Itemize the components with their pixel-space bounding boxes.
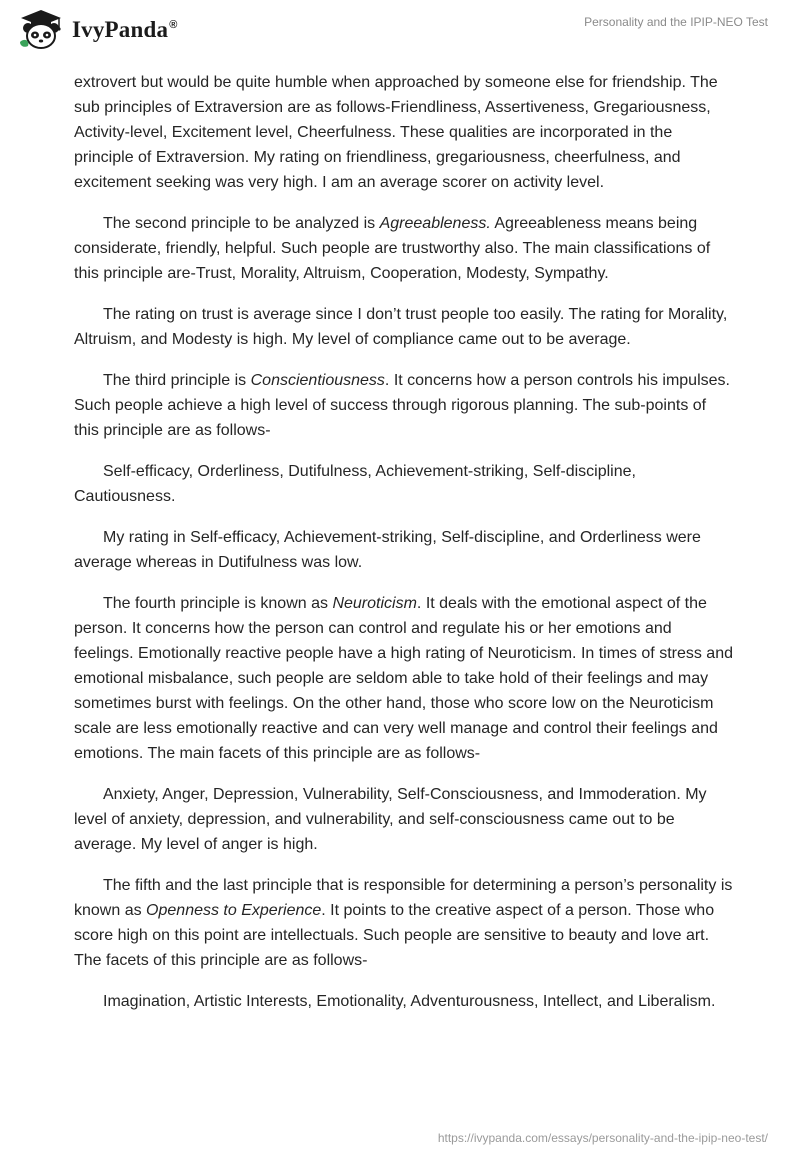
- paragraph-text: Self-efficacy, Orderliness, Dutifulness, Achievement-striking, Self-discipline, Cautiousness.: [74, 463, 636, 505]
- paragraph-text: Anxiety, Anger, Depression, Vulnerability, Self-Consciousness, and Immoderation. My level of anxiety, depression, and vulnerability, and self-consciousness came out to be average. My level of anger is high.: [74, 786, 707, 853]
- essay-paragraph: [74, 989, 734, 1014]
- essay-paragraph: [74, 782, 734, 857]
- document-title: Personality and the IPIP-NEO Test: [584, 15, 768, 29]
- paragraph-text: . It deals with the emotional aspect of the person. It concerns how the person can control and regulate his or her emotions and feelings. Emotionally reactive people have a high rating of Neuroticism. In times of stress and emotional misbalance, such people are seldom able to take hold of their feelings and may sometimes burst with feelings. On the other hand, those who score low on the Neuroticism scale are less emotionally reactive and can very well manage and control their feelings and emotions. The main facets of this principle are as follows-: [74, 595, 733, 762]
- paragraph-text: Imagination, Artistic Interests, Emotionality, Adventurousness, Intellect, and Liberalism.: [103, 993, 716, 1010]
- italic-term: Agreeableness.: [379, 215, 491, 232]
- essay-paragraph: [74, 302, 734, 352]
- page-header: [0, 0, 800, 64]
- italic-term: Conscientiousness: [250, 372, 385, 389]
- essay-paragraph: [74, 211, 734, 286]
- paragraph-text: The fourth principle is known as: [103, 595, 333, 612]
- italic-term: Openness to Experience: [146, 902, 322, 919]
- essay-paragraph: [74, 368, 734, 443]
- italic-term: Neuroticism: [332, 595, 417, 612]
- paragraph-text: My rating in Self-efficacy, Achievement-striking, Self-discipline, and Orderliness were average whereas in Dutifulness was low.: [74, 529, 701, 571]
- essay-paragraph: [74, 591, 734, 766]
- paragraph-text: Agreeableness means being considerate, friendly, helpful. Such people are trustworthy also. The main classifications of this principle are-Trust, Morality, Altruism, Cooperation, Modesty, Sympathy.: [74, 215, 711, 282]
- source-url-link[interactable]: https://ivypanda.com/essays/personality-and-the-ipip-neo-test/: [437, 1131, 768, 1145]
- paragraph-text: The second principle to be analyzed is: [103, 215, 380, 232]
- essay-paragraph: [74, 70, 734, 195]
- essay-body: [74, 70, 734, 1030]
- essay-paragraph: [74, 459, 734, 509]
- paragraph-text: The third principle is: [103, 372, 251, 389]
- essay-paragraph: [74, 873, 734, 973]
- brand-name: IvyPanda®: [72, 17, 178, 42]
- ivypanda-logo[interactable]: [16, 8, 178, 52]
- panda-icon: [16, 8, 66, 52]
- paragraph-text: . It concerns how a person controls his impulses. Such people achieve a high level of success through rigorous planning. The sub-points of this principle are as follows-: [74, 372, 730, 439]
- paragraph-text: extrovert but would be quite humble when approached by someone else for friendship. The sub principles of Extraversion are as follows-Friendliness, Assertiveness, Gregariousness, Activity-level, Excitement level, Cheerfulness. These qualities are incorporated in the principle of Extraversion. My rating on friendliness, gregariousness, cheerfulness, and excitement seeking was very high. I am an average scorer on activity level.: [74, 74, 718, 191]
- paragraph-text: The rating on trust is average since I don’t trust people too easily. The rating for Morality, Altruism, and Modesty is high. My level of compliance came out to be average.: [74, 306, 728, 348]
- paragraph-text: The fifth and the last principle that is responsible for determining a person’s personality is known as: [74, 877, 733, 919]
- essay-paragraph: [74, 525, 734, 575]
- paragraph-text: . It points to the creative aspect of a person. Those who score high on this point are intellectuals. Such people are sensitive to beauty and love art. The facets of this principle are as follows-: [74, 902, 715, 969]
